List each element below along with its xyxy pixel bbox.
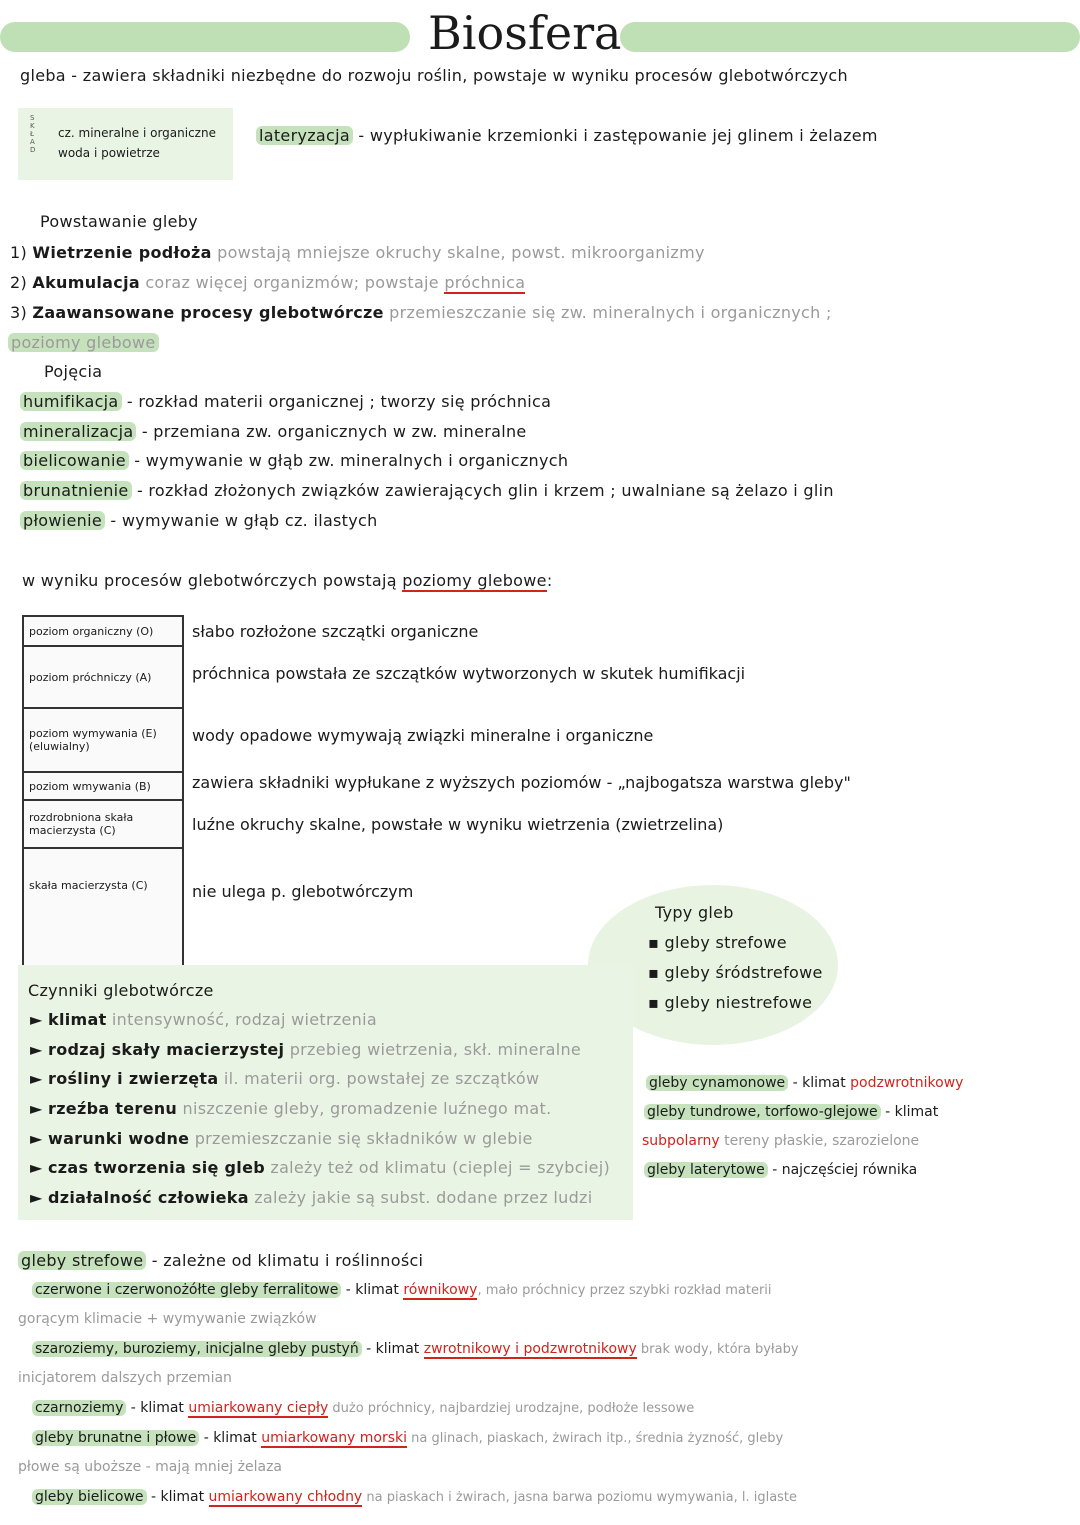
zonal-item-pre: - klimat xyxy=(126,1400,189,1416)
zonal-item xyxy=(32,1400,694,1416)
factor-desc: niszczenie gleby, gromadzenie luźnego mat. xyxy=(177,1099,552,1118)
horizon-desc: próchnica powstała ze szczątków wytworzonych w skutek humifikacji xyxy=(192,664,746,683)
zonal-term: gleby strefowe xyxy=(18,1251,146,1270)
horizon-name: poziom wmywania (B) xyxy=(23,772,183,800)
horizons-intro-tail: : xyxy=(546,571,553,590)
soil-type-item: ▪ gleby śródstrefowe xyxy=(648,963,823,982)
concept-item xyxy=(20,451,568,470)
zonal-text: - zależne od klimatu i roślinności xyxy=(146,1251,424,1270)
intro-line xyxy=(20,66,848,85)
factor-name: klimat xyxy=(48,1010,107,1029)
intrazonal-pre: - klimat xyxy=(880,1104,939,1120)
zonal-item-red: równikowy xyxy=(403,1282,478,1298)
factor-desc: zależy też od klimatu (cieplej = szybciej) xyxy=(264,1158,611,1177)
formation-step xyxy=(10,273,525,292)
factor-name: warunki wodne xyxy=(48,1129,190,1148)
concept-def: - wymywanie w głąb zw. mineralnych i organicznych xyxy=(128,451,569,470)
concept-def: - rozkład materii organicznej ; tworzy się próchnica xyxy=(121,392,552,411)
step-title: Akumulacja xyxy=(32,273,140,292)
formation-sub xyxy=(8,333,159,352)
zonal-heading xyxy=(18,1251,423,1270)
concept-def: - przemiana zw. organicznych w zw. mineralne xyxy=(136,422,527,441)
intro-term: gleba xyxy=(20,66,66,85)
soil-type-label: gleby strefowe xyxy=(664,933,787,952)
step-desc: przemieszczanie się zw. mineralnych i organicznych ; xyxy=(383,303,832,322)
horizon-row xyxy=(23,800,183,848)
formation-step xyxy=(10,243,705,262)
concept-term: mineralizacja xyxy=(20,422,136,441)
horizon-name: poziom wymywania (E) (eluwialny) xyxy=(23,708,183,772)
factor-desc: przebieg wietrzenia, skł. mineralne xyxy=(284,1040,582,1059)
horizon-desc: luźne okruchy skalne, powstałe w wyniku wietrzenia (zwietrzelina) xyxy=(192,815,724,834)
lateryzacja-text: - wypłukiwanie krzemionki i zastępowanie jej glinem i żelazem xyxy=(352,126,878,145)
zonal-item-grey: na piaskach i żwirach, jasna barwa poziomu wymywania, l. iglaste xyxy=(362,1490,798,1505)
zonal-item-term: gleby brunatne i płowe xyxy=(32,1430,199,1446)
factors-box xyxy=(18,965,633,1220)
zonal-item-red: umiarkowany morski xyxy=(261,1430,408,1446)
soil-type-label: gleby śródstrefowe xyxy=(664,963,823,982)
concept-term: bielicowanie xyxy=(20,451,129,470)
horizons-intro xyxy=(22,571,553,590)
title-bar-right xyxy=(620,22,1080,52)
horizon-name: rozdrobniona skała macierzysta (C) xyxy=(23,800,183,848)
factor-name: rzeźba terenu xyxy=(48,1099,178,1118)
intro-text: - zawiera składniki niezbędne do rozwoju roślin, powstaje w wyniku procesów glebotwórczych xyxy=(65,66,848,85)
zonal-item-cont: gorącym klimacie + wymywanie związków xyxy=(18,1311,317,1327)
concept-term: humifikacja xyxy=(20,392,122,411)
zonal-item-term: gleby bielicowe xyxy=(32,1489,147,1505)
horizon-row xyxy=(23,708,183,772)
intrazonal-item xyxy=(642,1133,919,1149)
horizons-table xyxy=(22,615,184,968)
factor-item: ► rzeźba terenu niszczenie gleby, gromadzenie luźnego mat. xyxy=(30,1099,552,1118)
zonal-item-pre: - klimat xyxy=(199,1430,262,1446)
factor-item: ► warunki wodne przemieszczanie się składników w glebie xyxy=(30,1129,533,1148)
sklad-letter: K xyxy=(30,122,35,130)
intrazonal-term: gleby laterytowe xyxy=(644,1162,768,1178)
intrazonal-pre: - klimat xyxy=(788,1075,851,1091)
factor-item: ► rośliny i zwierzęta il. materii org. powstałej ze szczątków xyxy=(30,1069,540,1088)
factor-item: ► rodzaj skały macierzystej przebieg wietrzenia, skł. mineralne xyxy=(30,1040,582,1059)
zonal-item-red: umiarkowany chłodny xyxy=(208,1489,363,1505)
factor-name: czas tworzenia się gleb xyxy=(48,1158,265,1177)
factor-desc: intensywność, rodzaj wietrzenia xyxy=(106,1010,377,1029)
sklad-letter: S xyxy=(30,114,35,122)
intrazonal-term: gleby tundrowe, torfowo-glejowe xyxy=(644,1104,881,1120)
formation-heading: Powstawanie gleby xyxy=(40,212,198,231)
horizon-name: skała macierzysta (C) xyxy=(23,848,183,967)
sklad-letters xyxy=(30,114,35,154)
sklad-letter: Ł xyxy=(30,130,34,138)
horizon-row xyxy=(23,848,183,967)
factor-name: rośliny i zwierzęta xyxy=(48,1069,219,1088)
intrazonal-item xyxy=(644,1162,917,1178)
zonal-item xyxy=(32,1341,799,1357)
intrazonal-red: subpolarny xyxy=(642,1133,720,1149)
horizon-desc: nie ulega p. glebotwórczym xyxy=(192,882,414,901)
zonal-item xyxy=(32,1430,783,1446)
zonal-item-grey: dużo próchnicy, najbardziej urodzajne, podłoże lessowe xyxy=(328,1401,695,1416)
factor-item: ► klimat intensywność, rodzaj wietrzenia xyxy=(30,1010,377,1029)
horizon-name: poziom próchniczy (A) xyxy=(23,646,183,708)
step-title: Zaawansowane procesy glebotwórcze xyxy=(32,303,384,322)
zonal-item-cont: płowe są uboższe - mają mniej żelaza xyxy=(18,1459,282,1475)
zonal-item-pre: - klimat xyxy=(146,1489,209,1505)
concept-term: brunatnienie xyxy=(20,481,132,500)
concept-def: - wymywanie w głąb cz. ilastych xyxy=(105,511,378,530)
intrazonal-red: podzwrotnikowy xyxy=(850,1075,964,1091)
factors-heading: Czynniki glebotwórcze xyxy=(28,981,214,1000)
factor-item: ► działalność człowieka zależy jakie są subst. dodane przez ludzi xyxy=(30,1188,593,1207)
intrazonal-item xyxy=(646,1075,963,1091)
step-num: 3) xyxy=(10,303,28,322)
zonal-item-grey: na glinach, piaskach, żwirach itp., średnia żyzność, gleby xyxy=(407,1431,784,1446)
formation-sub-text: poziomy glebowe xyxy=(8,333,159,352)
factor-name: działalność człowieka xyxy=(48,1188,249,1207)
step-desc: coraz więcej organizmów; powstaje xyxy=(139,273,445,292)
soil-type-item: ▪ gleby niestrefowe xyxy=(648,993,813,1012)
soil-type-label: gleby niestrefowe xyxy=(664,993,813,1012)
zonal-item-red: zwrotnikowy i podzwrotnikowy xyxy=(423,1341,637,1357)
sklad-box xyxy=(18,108,233,180)
sklad-line1: cz. mineralne i organiczne xyxy=(58,126,216,140)
horizon-desc: zawiera składniki wypłukane z wyższych poziomów - „najbogatsza warstwa gleby" xyxy=(192,773,851,792)
concept-def: - rozkład złożonych związków zawierających glin i krzem ; uwalniane są żelazo i glin xyxy=(131,481,834,500)
horizon-row xyxy=(23,646,183,708)
factor-desc: il. materii org. powstałej ze szczątków xyxy=(218,1069,540,1088)
title-bar-left xyxy=(0,22,410,52)
zonal-item-term: szaroziemy, buroziemy, inicjalne gleby pustyń xyxy=(32,1341,362,1357)
intrazonal-term: gleby cynamonowe xyxy=(646,1075,788,1091)
horizons-intro-text: w wyniku procesów glebotwórczych powstają xyxy=(22,571,403,590)
soil-types-heading: Typy gleb xyxy=(655,903,734,922)
step-num: 1) xyxy=(10,243,28,262)
step-desc: powstają mniejsze okruchy skalne, powst. mikroorganizmy xyxy=(211,243,705,262)
lateryzacja-line xyxy=(256,126,878,145)
soil-type-item: ▪ gleby strefowe xyxy=(648,933,787,952)
concept-item xyxy=(20,422,527,441)
concept-item xyxy=(20,392,551,411)
page-title: Biosfera xyxy=(428,6,622,60)
horizon-row xyxy=(23,616,183,646)
concept-item xyxy=(20,481,834,500)
factor-name: rodzaj skały macierzystej xyxy=(48,1040,285,1059)
zonal-item xyxy=(32,1282,772,1298)
sklad-letter: D xyxy=(30,146,36,154)
zonal-item-cont: inicjatorem dalszych przemian xyxy=(18,1370,232,1386)
horizons-intro-red: poziomy glebowe xyxy=(402,571,547,590)
zonal-item-red: umiarkowany ciepły xyxy=(188,1400,329,1416)
intrazonal-pre: - najczęściej równika xyxy=(767,1162,918,1178)
horizon-row xyxy=(23,772,183,800)
concept-item xyxy=(20,511,378,530)
lateryzacja-term: lateryzacja xyxy=(256,126,353,145)
horizon-desc: wody opadowe wymywają związki mineralne i organiczne xyxy=(192,726,654,745)
zonal-item-grey: brak wody, która byłaby xyxy=(636,1342,799,1357)
factor-desc: zależy jakie są subst. dodane przez ludzi xyxy=(248,1188,593,1207)
zonal-item-grey: , mało próchnicy przez szybki rozkład materii xyxy=(477,1283,772,1298)
zonal-item-pre: - klimat xyxy=(341,1282,404,1298)
factor-desc: przemieszczanie się składników w glebie xyxy=(189,1129,533,1148)
step-title: Wietrzenie podłoża xyxy=(32,243,212,262)
intrazonal-item xyxy=(644,1104,938,1120)
horizon-name: poziom organiczny (O) xyxy=(23,616,183,646)
zonal-item-pre: - klimat xyxy=(361,1341,424,1357)
step-red: próchnica xyxy=(444,273,526,292)
formation-step xyxy=(10,303,832,322)
sklad-letter: A xyxy=(30,138,35,146)
zonal-item-term: czarnoziemy xyxy=(32,1400,126,1416)
horizon-desc: słabo rozłożone szczątki organiczne xyxy=(192,622,479,641)
concepts-heading: Pojęcia xyxy=(44,362,103,381)
zonal-item-term: czerwone i czerwonożółte gleby ferralitowe xyxy=(32,1282,341,1298)
concept-term: płowienie xyxy=(20,511,105,530)
sklad-line2: woda i powietrze xyxy=(58,146,160,160)
factor-item: ► czas tworzenia się gleb zależy też od klimatu (cieplej = szybciej) xyxy=(30,1158,611,1177)
step-num: 2) xyxy=(10,273,28,292)
zonal-item xyxy=(32,1489,797,1505)
intrazonal-grey: tereny płaskie, szarozielone xyxy=(719,1133,920,1149)
